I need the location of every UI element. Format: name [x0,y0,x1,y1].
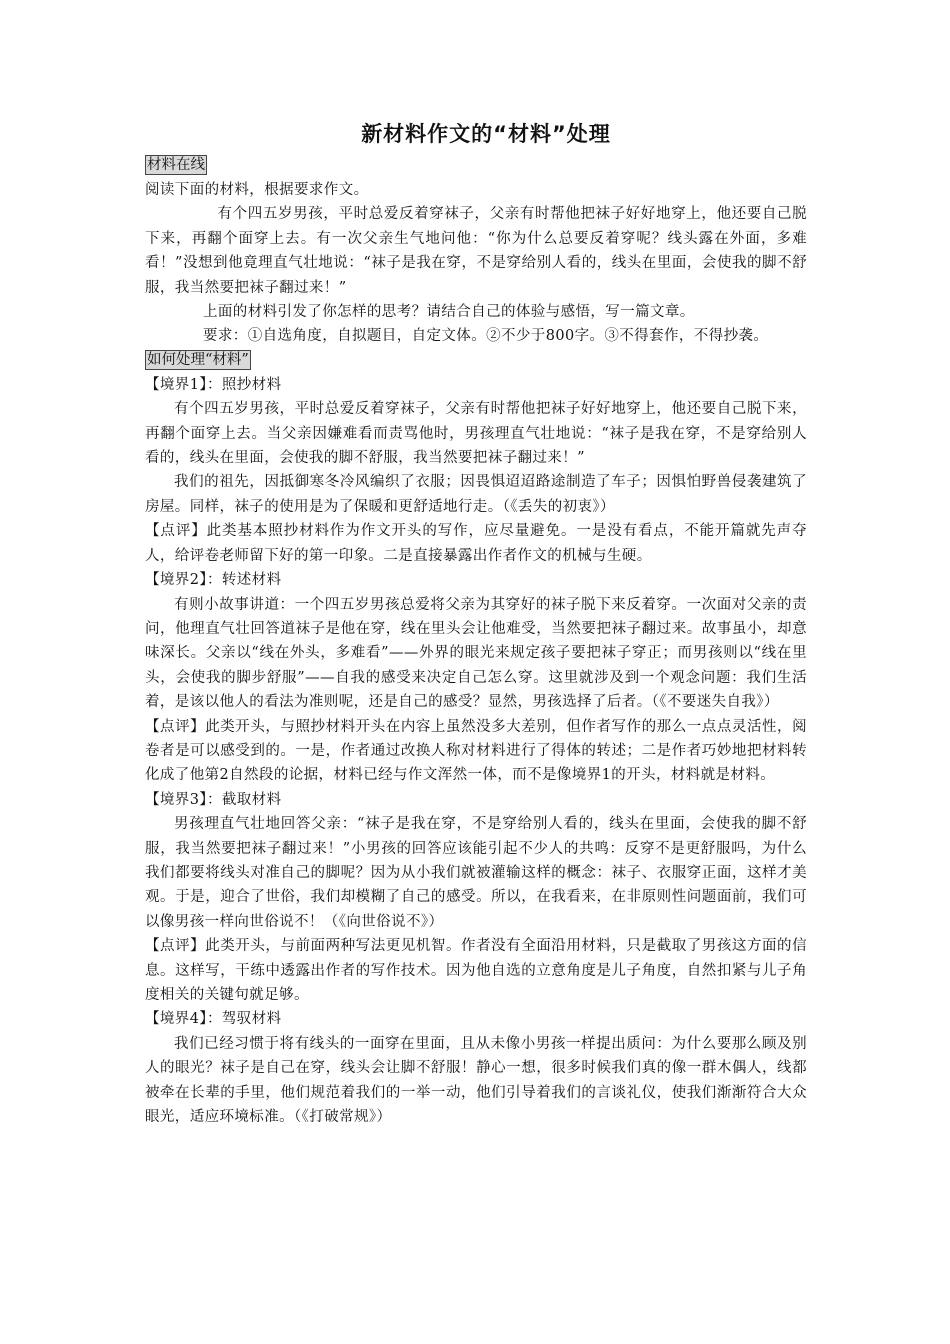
level-heading: 【境界3】：截取材料 [145,791,282,808]
level-comment: 【点评】此类开头，与照抄材料开头在内容上虽然没多大差别，但作者写作的那么一点点灵活性，阅卷者是可以感受到的。一是，作者通过改换人称对材料进行了得体的转述；二是作者巧妙地把材料转化成了他第2自然段的论据，材料已经与作文浑然一体，而不是像境界1的开头，材料就是材料。 [145,718,807,784]
material-requirement: 要求：①自选角度，自拟题目，自定文体。②不少于800字。③不得套作，不得抄袭。 [203,328,769,345]
material-intro: 阅读下面的材料，根据要求作文。 [145,182,369,198]
section-material [145,154,807,349]
document-page [145,118,807,1129]
level-paragraph: 有则小故事讲道：一个四五岁男孩总爱将父亲为其穿好的袜子脱下来反着穿。一次面对父亲的责问，他理直气壮回答道袜子是他在穿，线在里头会让他难受，当然要把袜子翻过来。故事虽小，却意味深长。父亲以“线在外头，多难看”——外界的眼光来规定孩子要把袜子穿正；而男孩则以“线在里头，会使我的脚步舒服”——自我的感受来决定自己怎么穿。这里就涉及到一个观念问题：我们生活着，是该以他人的看法为准则呢，还是自己的感受？显然，男孩选择了后者。（《不要迷失自我》） [145,596,807,711]
level-paragraph: 有个四五岁男孩，平时总爱反着穿袜子，父亲有时帮他把袜子好好地穿上，他还要自己脱下来，再翻个面穿上去。当父亲因嫌难看而责骂他时，男孩理直气壮地说：“袜子是我在穿，不是穿给别人看的，线头在里面，会使我的脚不舒服，我当然要把袜子翻过来！” [145,401,807,467]
level-paragraph: 我们已经习惯于将有线头的一面穿在里面，且从未像小男孩一样提出质问：为什么要那么顾及别人的眼光？袜子是自己在穿，线头会让脚不舒服！静心一想，很多时候我们真的像一群木偶人，线都被牵在长辈的手里，他们规范着我们的一举一动，他们引导着我们的言谈礼仪，使我们渐渐符合大众眼光，适应环境标准。（《打破常规》） [145,1035,807,1126]
material-prompt: 上面的材料引发了你怎样的思考？请结合自己的体验与感悟，写一篇文章。 [203,304,695,321]
level-comment: 【点评】此类基本照抄材料作为作文开头的写作，应尽量避免。一是没有看点，不能开篇就先声夺人，给评卷老师留下好的第一印象。二是直接暴露出作者作文的机械与生硬。 [145,523,807,564]
level-heading: 【境界1】：照抄材料 [145,376,282,393]
material-text: 有个四五岁男孩，平时总爱反着穿袜子，父亲有时帮他把袜子好好地穿上，他还要自己脱下来，再翻个面穿上去。有一次父亲生气地问他：“你为什么总要反着穿呢？线头露在外面，多难看！”没想到他竟理直气壮地说：“袜子是我在穿，不是穿给别人看的，线头在里面，会使我的脚不舒服，我当然要把袜子翻过来！” [145,206,807,296]
level-3 [145,788,807,1008]
level-paragraph: 我们的祖先，因抵御寒冬冷风编织了衣服；因畏惧迢迢路途制造了车子；因惧怕野兽侵袭建筑了房屋。同样，袜子的使用是为了保暖和更舒适地行走。（《丢失的初衷》） [145,474,807,515]
level-4 [145,1007,807,1129]
level-2 [145,568,807,788]
level-paragraph: 男孩理直气壮地回答父亲：“袜子是我在穿，不是穿给别人看的，线头在里面，会使我的脚不舒服，我当然要把袜子翻过来！”小男孩的回答应该能引起不少人的共鸣：反穿不是更舒服吗，为什么我们都要将线头对准自己的脚呢？因为从小我们就被灌输这样的概念：袜子、衣服穿正面，这样才美观。于是，迎合了世俗，我们却模糊了自己的感受。所以，在我看来，在非原则性问题面前，我们可以像男孩一样向世俗说不！（《向世俗说不》） [145,816,807,930]
section-handling [145,349,807,1130]
level-heading: 【境界2】：转述材料 [145,572,282,589]
level-comment: 【点评】此类开头，与前面两种写法更见机智。作者没有全面沿用材料，只是截取了男孩这方面的信息。这样写，干练中透露出作者的写作技术。因为他自选的立意角度是儿子角度，自然扣紧与儿子角度相关的关键句就足够。 [145,938,807,1003]
section-tag-material: 材料在线 [147,157,205,173]
page-title: 新材料作文的“材料”处理 [361,122,611,146]
level-heading: 【境界4】：驾驭材料 [145,1011,282,1028]
section-tag-handling: 如何处理“材料” [147,351,249,368]
level-1 [145,373,807,568]
